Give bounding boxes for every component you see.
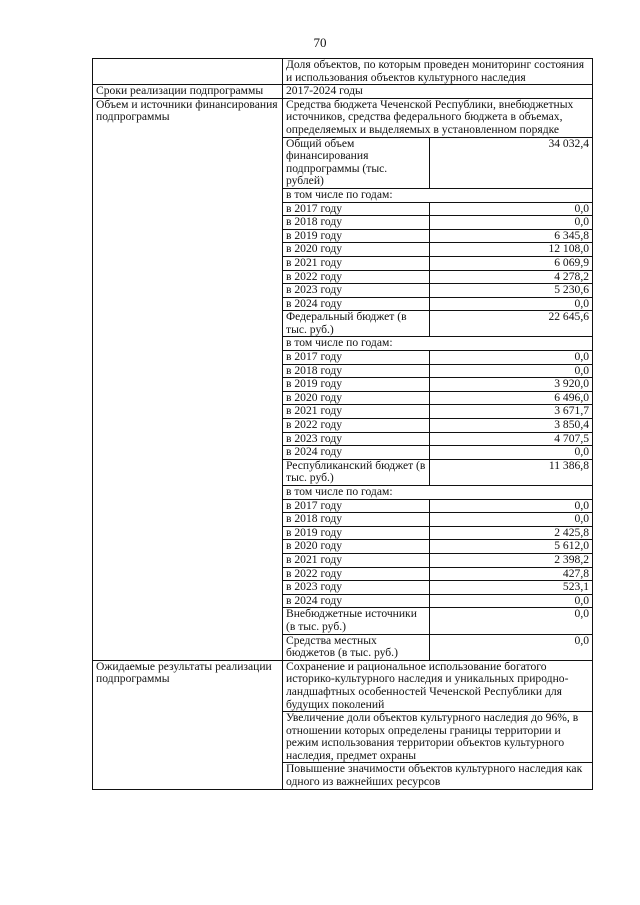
- terms-row: [93, 85, 593, 99]
- federal-year-value: 3 671,7: [430, 405, 593, 419]
- republic-value: 11 386,8: [430, 459, 593, 485]
- republic-year-value: 523,1: [430, 581, 593, 595]
- total-year-label: в 2018 году: [283, 216, 430, 230]
- results-item: Повышение значимости объектов культурного наследия как одного из важнейших ресурсов: [283, 763, 593, 789]
- passport-table-body: [93, 59, 593, 790]
- republic-year-value: 0,0: [430, 513, 593, 527]
- finance-intro-row: [93, 98, 593, 137]
- republic-year-value: 2 398,2: [430, 553, 593, 567]
- federal-year-value: 0,0: [430, 351, 593, 365]
- extrabudget-label: Внебюджетные источники (в тыс. руб.): [283, 608, 430, 634]
- republic-including-label: в том числе по годам:: [283, 486, 593, 500]
- federal-year-label: в 2024 году: [283, 446, 430, 460]
- indicator-text: Доля объектов, по которым проведен мониторинг состояния и использования объектов культурного наследия: [283, 59, 593, 85]
- total-year-label: в 2020 году: [283, 243, 430, 257]
- total-year-value: 0,0: [430, 297, 593, 311]
- terms-value: 2017-2024 годы: [283, 85, 593, 99]
- passport-table: [92, 58, 593, 790]
- federal-year-value: 4 707,5: [430, 432, 593, 446]
- republic-year-value: 5 612,0: [430, 540, 593, 554]
- terms-label: Сроки реализации подпрограммы: [93, 85, 283, 99]
- republic-year-label: в 2024 году: [283, 594, 430, 608]
- results-item: Сохранение и рациональное использование богатого историко-культурного наследия и уникальных природно-ландшафтных особенностей Чеченской Республики для будущих поколений: [283, 660, 593, 711]
- republic-label: Республиканский бюджет (в тыс. руб.): [283, 459, 430, 485]
- federal-year-label: в 2021 году: [283, 405, 430, 419]
- total-year-value: 4 278,2: [430, 270, 593, 284]
- federal-year-value: 3 920,0: [430, 378, 593, 392]
- total-year-label: в 2021 году: [283, 256, 430, 270]
- republic-year-label: в 2019 году: [283, 526, 430, 540]
- total-year-value: 12 108,0: [430, 243, 593, 257]
- total-year-value: 0,0: [430, 216, 593, 230]
- finance-intro: Средства бюджета Чеченской Республики, внебюджетных источников, средства федерального бюджета в объемах, определяемых и выделяемых в установленном порядке: [283, 98, 593, 137]
- republic-year-label: в 2023 году: [283, 581, 430, 595]
- federal-year-label: в 2018 году: [283, 364, 430, 378]
- federal-value: 22 645,6: [430, 311, 593, 337]
- total-including-label: в том числе по годам:: [283, 188, 593, 202]
- republic-year-value: 427,8: [430, 567, 593, 581]
- republic-year-label: в 2018 году: [283, 513, 430, 527]
- total-year-value: 6 345,8: [430, 229, 593, 243]
- federal-year-label: в 2017 году: [283, 351, 430, 365]
- total-year-label: в 2022 году: [283, 270, 430, 284]
- federal-including-label: в том числе по годам:: [283, 337, 593, 351]
- federal-year-label: в 2022 году: [283, 419, 430, 433]
- total-year-label: в 2017 году: [283, 202, 430, 216]
- republic-year-value: 2 425,8: [430, 526, 593, 540]
- results-row: [93, 660, 593, 711]
- results-item: Увеличение доли объектов культурного наследия до 96%, в отношении которых определены границы территории и режим использования территории объектов культурного наследия, предмет охраны: [283, 712, 593, 763]
- federal-year-label: в 2019 году: [283, 378, 430, 392]
- total-year-label: в 2023 году: [283, 284, 430, 298]
- republic-year-label: в 2017 году: [283, 499, 430, 513]
- local-value: 0,0: [430, 634, 593, 660]
- finance-label: Объем и источники финансирования подпрограммы: [93, 98, 283, 660]
- republic-year-label: в 2020 году: [283, 540, 430, 554]
- republic-year-value: 0,0: [430, 499, 593, 513]
- federal-year-value: 0,0: [430, 446, 593, 460]
- republic-year-value: 0,0: [430, 594, 593, 608]
- federal-label: Федеральный бюджет (в тыс. руб.): [283, 311, 430, 337]
- federal-year-label: в 2020 году: [283, 391, 430, 405]
- republic-year-label: в 2022 году: [283, 567, 430, 581]
- federal-year-value: 6 496,0: [430, 391, 593, 405]
- total-value: 34 032,4: [430, 137, 593, 188]
- total-year-value: 0,0: [430, 202, 593, 216]
- indicator-row: [93, 59, 593, 85]
- total-label: Общий объем финансирования подпрограммы (тыс. рублей): [283, 137, 430, 188]
- page-number: 70: [313, 35, 327, 50]
- federal-year-value: 0,0: [430, 364, 593, 378]
- total-year-value: 5 230,6: [430, 284, 593, 298]
- total-year-label: в 2024 году: [283, 297, 430, 311]
- results-label: Ожидаемые результаты реализации подпрограммы: [93, 660, 283, 789]
- total-year-label: в 2019 году: [283, 229, 430, 243]
- local-label: Средства местных бюджетов (в тыс. руб.): [283, 634, 430, 660]
- indicator-empty-cell: [93, 59, 283, 85]
- extrabudget-value: 0,0: [430, 608, 593, 634]
- total-year-value: 6 069,9: [430, 256, 593, 270]
- federal-year-label: в 2023 году: [283, 432, 430, 446]
- federal-year-value: 3 850,4: [430, 419, 593, 433]
- republic-year-label: в 2021 году: [283, 553, 430, 567]
